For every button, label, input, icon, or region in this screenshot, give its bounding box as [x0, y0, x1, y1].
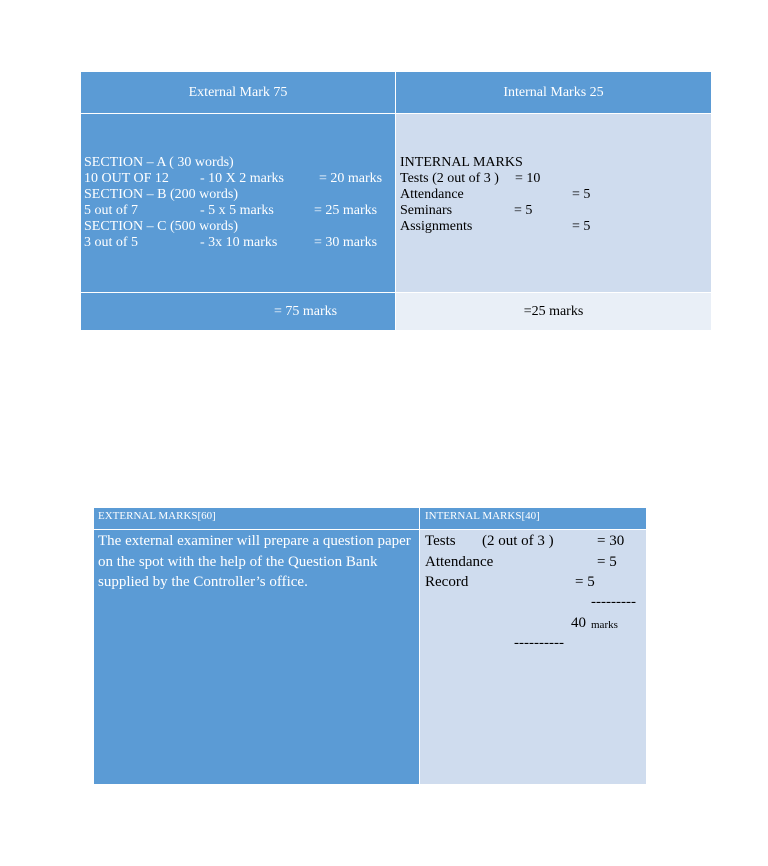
attendance-label-2: Attendance [425, 554, 494, 570]
tests-value: = 10 [515, 171, 541, 186]
total-unit: marks [591, 619, 618, 631]
section-a-marks: - 10 X 2 marks [200, 171, 284, 186]
table1-total-external [81, 293, 395, 330]
record-label-2: Record [425, 574, 469, 590]
table2-header-internal: INTERNAL MARKS[40] [420, 508, 646, 529]
section-b-title: SECTION – B (200 words) [84, 187, 238, 202]
section-a-title: SECTION – A ( 30 words) [84, 155, 234, 170]
section-a-choice: 10 OUT OF 12 [84, 171, 169, 186]
seminars-value: = 5 [514, 203, 533, 218]
attendance-label: Attendance [400, 187, 464, 202]
table1-header-external: External Mark 75 [81, 72, 395, 113]
assignments-label: Assignments [400, 219, 473, 234]
tests-label: Tests (2 out of 3 ) [400, 171, 499, 186]
tests-label-2: Tests [425, 533, 456, 549]
table1-external-cell [81, 114, 395, 292]
attendance-value-2: = 5 [597, 554, 617, 570]
section-b-marks: - 5 x 5 marks [200, 203, 274, 218]
dash-line-1: --------- [591, 594, 636, 610]
table2-header-external: EXTERNAL MARKS[60] [94, 508, 419, 529]
tests-detail-2: (2 out of 3 ) [482, 533, 554, 549]
external-total: = 75 marks [274, 304, 338, 319]
section-c-total: = 30 marks [314, 235, 378, 250]
section-b-choice: 5 out of 7 [84, 203, 139, 218]
section-c-marks: - 3x 10 marks [200, 235, 278, 250]
external-instructions: The external examiner will prepare a question paper on the spot with the help of the Question Bank supplied by the Controller’s office. [98, 533, 411, 590]
seminars-label: Seminars [400, 203, 453, 218]
dash-line-2: ---------- [514, 635, 564, 651]
record-value-2: = 5 [575, 574, 595, 590]
table2-internal-cell [420, 530, 646, 784]
section-c-title: SECTION – C (500 words) [84, 219, 238, 234]
section-a-total: = 20 marks [319, 171, 383, 186]
assignments-value: = 5 [572, 219, 591, 234]
total-number: 40 [571, 615, 586, 631]
internal-total: =25 marks [523, 303, 584, 319]
attendance-value: = 5 [572, 187, 591, 202]
table1-total-internal [396, 293, 711, 330]
table1-header-internal: Internal Marks 25 [396, 72, 711, 113]
tests-value-2: = 30 [597, 533, 625, 549]
section-c-choice: 3 out of 5 [84, 235, 139, 250]
table1-internal-cell [396, 114, 711, 292]
internal-marks-title: INTERNAL MARKS [400, 155, 523, 170]
section-b-total: = 25 marks [314, 203, 378, 218]
table2-external-cell [94, 530, 419, 784]
